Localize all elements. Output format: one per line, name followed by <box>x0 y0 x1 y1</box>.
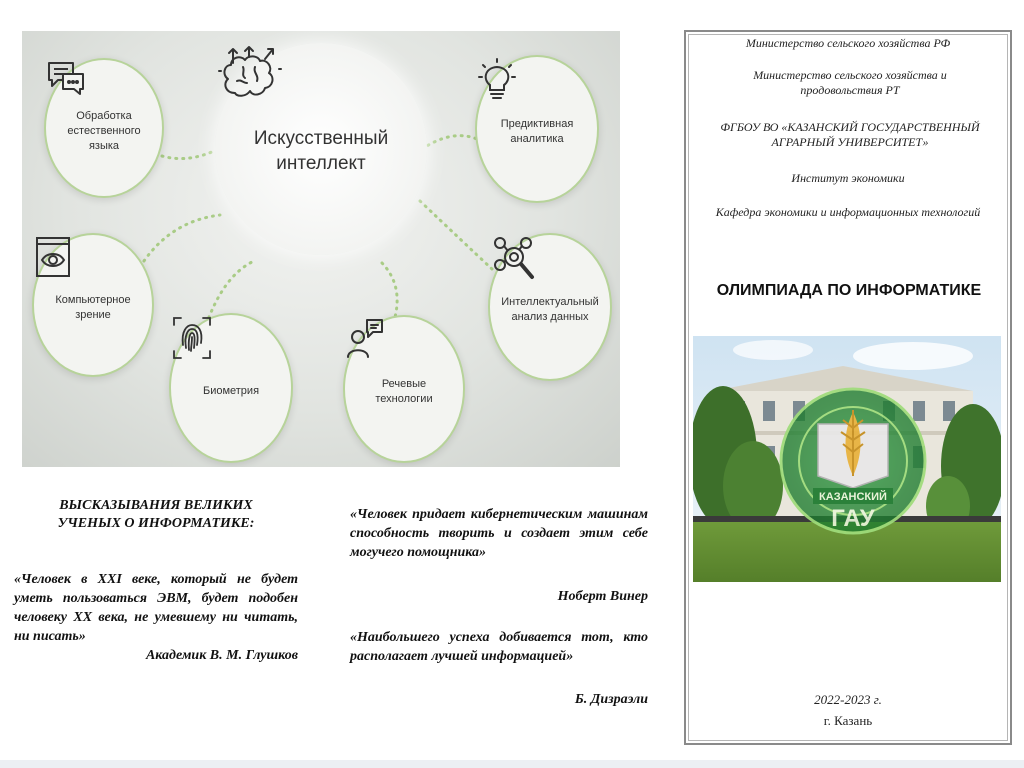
center-title-line2: интеллект <box>276 153 366 174</box>
quotes-heading: ВЫСКАЗЫВАНИЯ ВЕЛИКИХ УЧЕНЫХ О ИНФОРМАТИКЕ: <box>57 498 255 531</box>
quote-wiener: «Человек придает кибернетическим машинам способность творить и создает этим себе могучего помощника» <box>350 507 648 560</box>
kazan-gau-logo-watermark <box>780 388 926 534</box>
city: г. Казань <box>823 713 873 728</box>
node-biometrics <box>169 313 293 463</box>
university-name: ФГБОУ ВО «КАЗАНСКИЙ ГОСУДАРСТВЕННЫЙ АГРАРНЫЙ УНИВЕРСИТЕТ» <box>720 120 980 149</box>
academic-year: 2022-2023 г. <box>814 692 882 707</box>
node-nlp-label: Обработка естественного языка <box>67 109 141 152</box>
institute-name: Институт экономики <box>791 171 905 185</box>
quote-wiener-author: Нобер​т Винер <box>557 589 648 604</box>
svg-text:КАЗАНСКИЙ: КАЗАНСКИЙ <box>819 491 887 503</box>
title-page <box>684 30 1012 745</box>
node-computer-vision-label: Компьютерное зрение <box>55 294 131 321</box>
fingerprint-icon <box>171 315 213 361</box>
node-data-analysis <box>488 233 612 381</box>
university-building-photo <box>693 336 1001 582</box>
node-data-analysis-label: Интеллектуальный анализ данных <box>501 296 599 323</box>
node-predictive-label: Предиктивная аналитика <box>500 118 574 145</box>
ai-infographic <box>22 31 620 467</box>
department-name: Кафедра экономики и информационных технологий <box>715 205 981 219</box>
node-nlp <box>44 58 164 198</box>
olympiad-title: ОЛИМПИАДА ПО ИНФОРМАТИКЕ <box>716 282 982 299</box>
ministry-rf: Министерство сельского хозяйства РФ <box>745 36 951 50</box>
chat-bubbles-icon <box>46 60 86 96</box>
eye-screen-icon <box>34 235 72 279</box>
svg-text:ГАУ: ГАУ <box>831 505 875 532</box>
brain-arrows-icon <box>215 43 285 103</box>
node-speech-label: Речевые технологии <box>375 378 433 405</box>
ministry-rt: Министерство сельского хозяйства и продовольствия РТ <box>753 68 947 97</box>
node-computer-vision <box>32 233 154 377</box>
quote-disraeli: «Наибольшего успеха добивается тот, кто располагает лучшей информацией» <box>350 630 648 664</box>
building-with-logo-image <box>693 336 1001 582</box>
node-speech-tech <box>343 315 465 463</box>
center-title-line1: Искусственный <box>253 128 389 149</box>
quote-disraeli-author: Б. Дизраэли <box>574 692 648 707</box>
node-predictive-analytics <box>475 55 599 203</box>
node-biometrics-label: Биометрия <box>202 384 260 397</box>
center-title <box>254 126 388 176</box>
center-node-ai <box>215 43 427 255</box>
lightbulb-icon <box>477 57 517 101</box>
data-search-icon <box>490 235 536 283</box>
speaking-person-icon <box>345 317 385 361</box>
quote-glushkov-author: Академик В. М. Глушков <box>145 648 298 663</box>
quote-glushkov: «Человек в XXI веке, который не будет уметь пользоваться ЭВМ, будет подобен человеку XX века, не умевшему ни читать, ни писать» <box>14 572 298 644</box>
bottom-strip <box>0 760 1024 768</box>
